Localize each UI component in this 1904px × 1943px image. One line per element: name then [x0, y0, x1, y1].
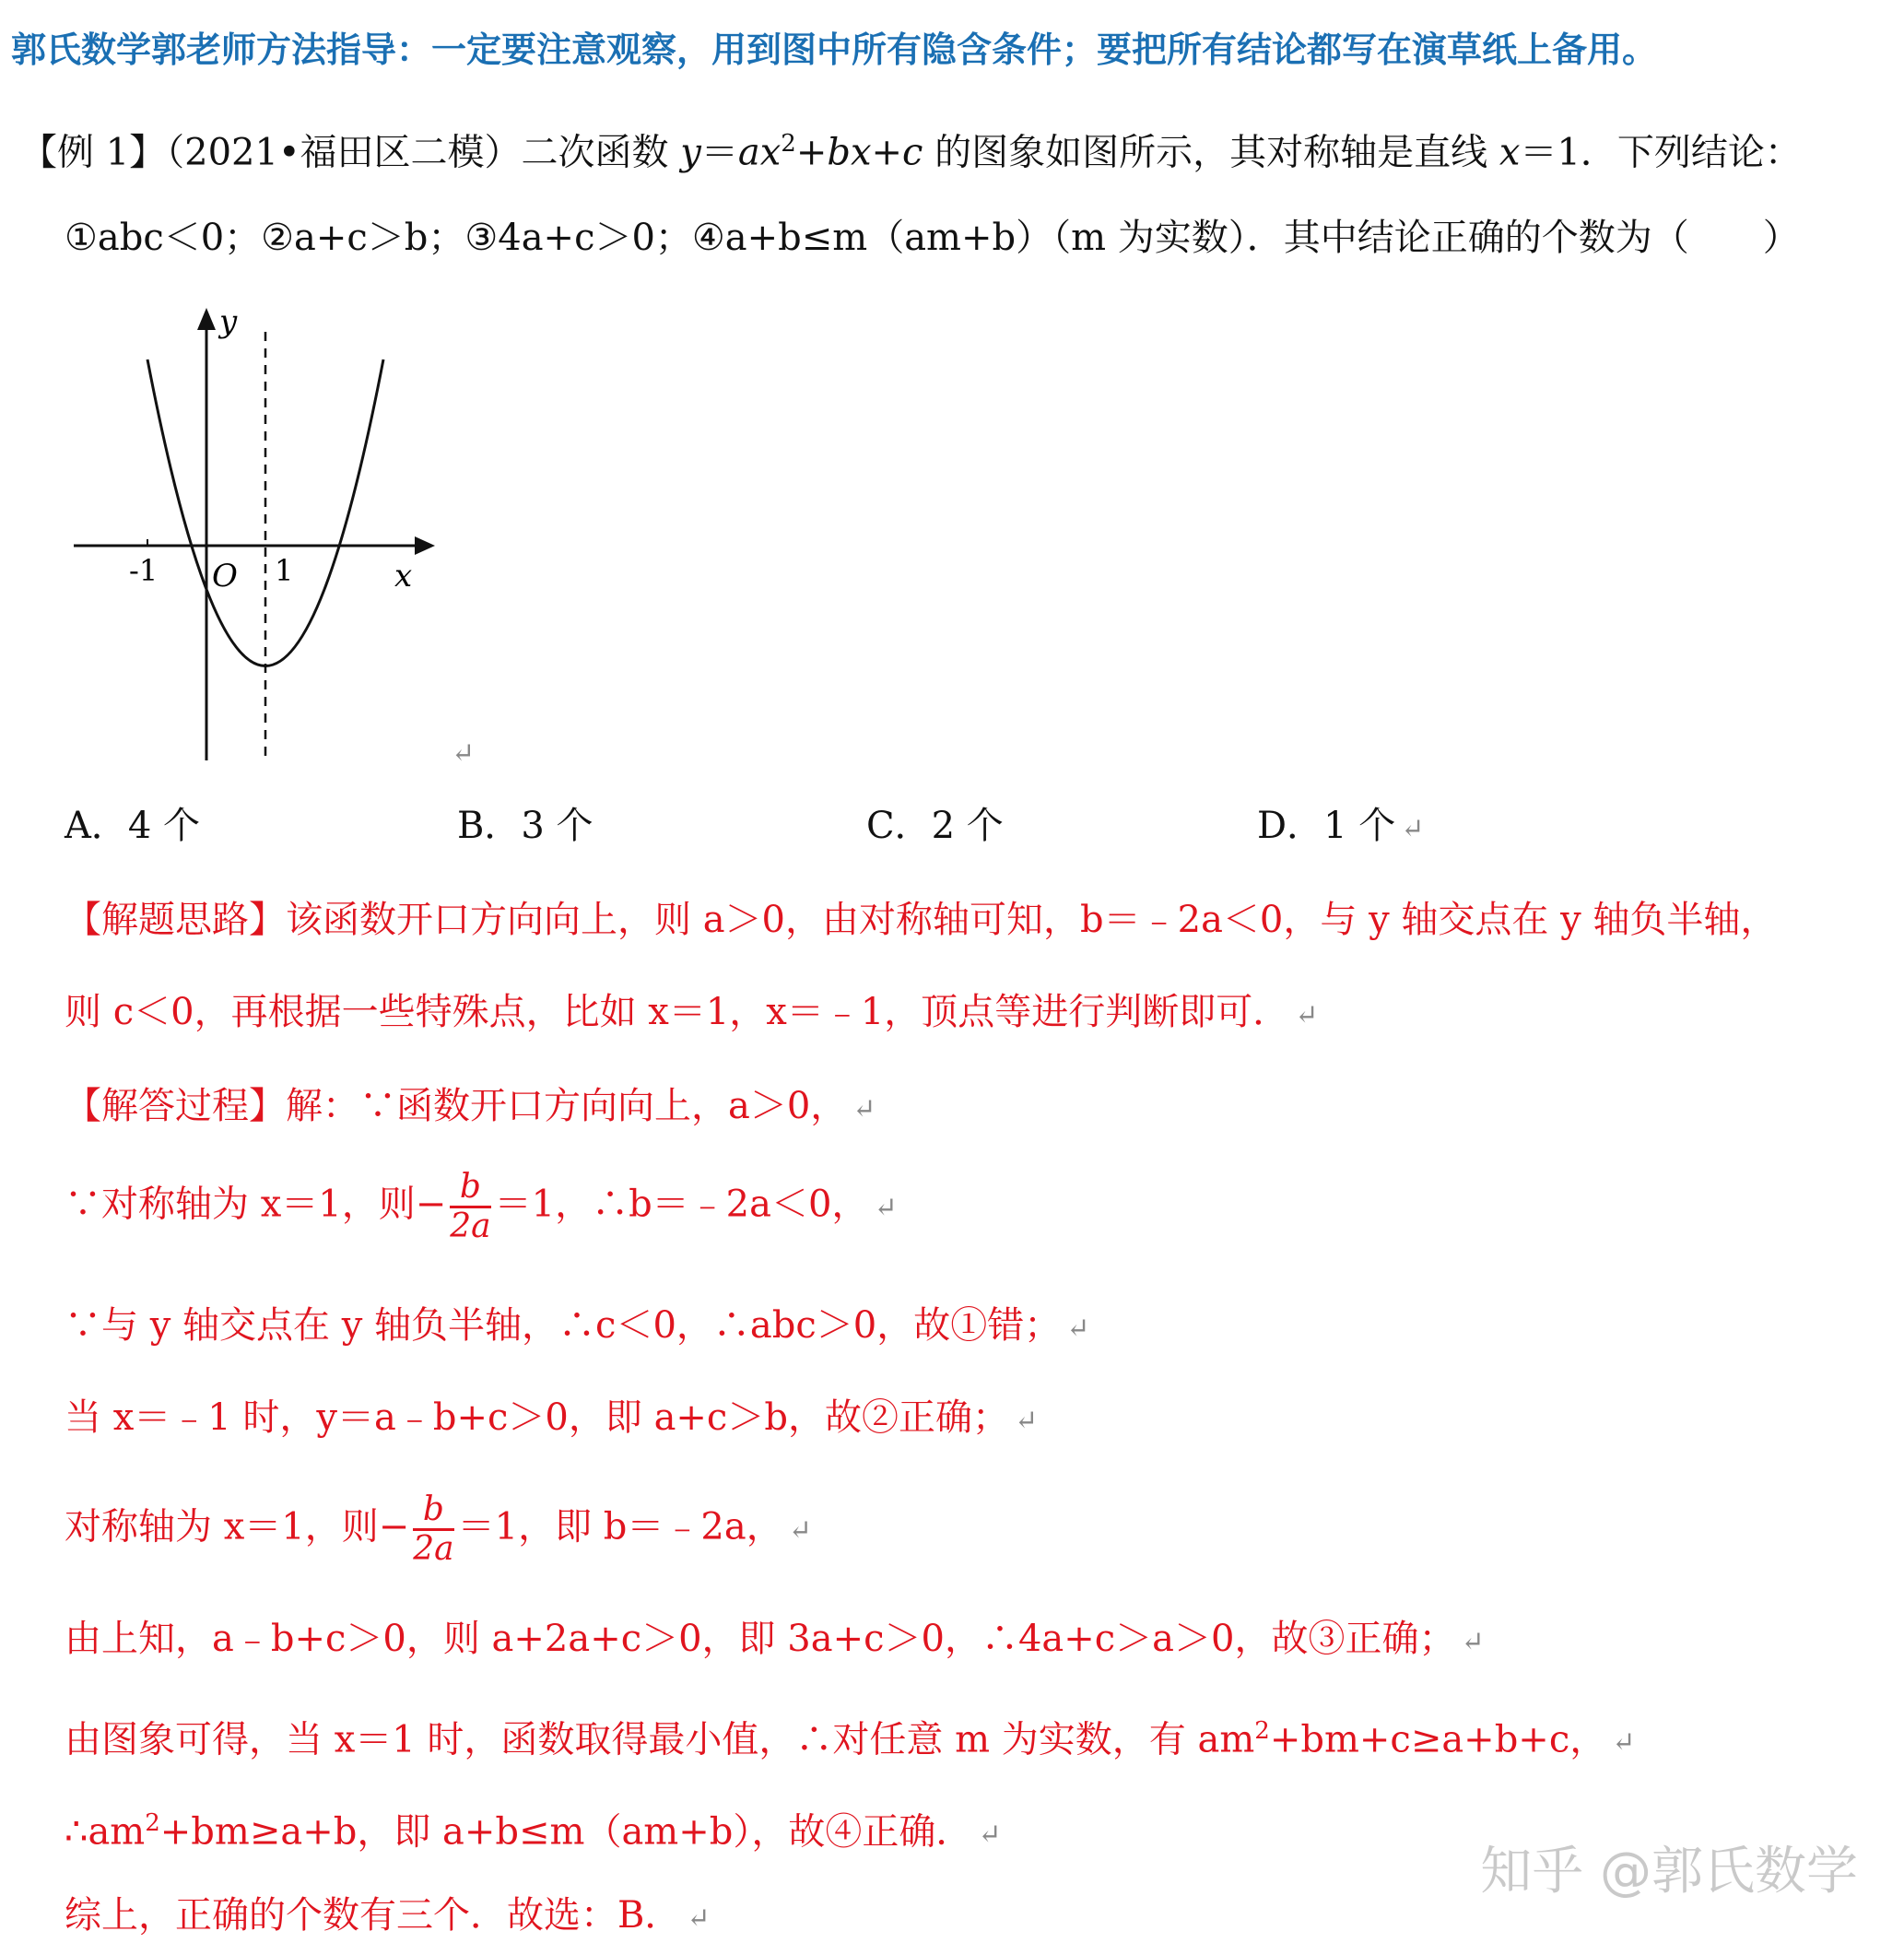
- example-statement: [20, 120, 1802, 176]
- return-mark-s5: ↵: [788, 1513, 812, 1547]
- solution-line-5: [65, 1491, 812, 1568]
- func-eq: ＝: [700, 131, 738, 174]
- solution-line-6: [65, 1615, 1485, 1666]
- solution-line-1-text: 【解答过程】解：∵函数开口方向向上，a＞0，: [65, 1085, 848, 1127]
- return-mark-s1: ↵: [852, 1093, 876, 1125]
- solution-line-6-text: 由上知，a﹣b+c＞0，则 a+2a+c＞0，即 3a+c＞0，∴4a+c＞a＞0，故③正确；: [65, 1618, 1456, 1660]
- fraction-denominator: 2a: [450, 1207, 491, 1245]
- header-tip: 郭氏数学郭老师方法指导：一定要注意观察，用到图中所有隐含条件；要把所有结论都写在演草纸上备用。: [11, 29, 1658, 70]
- fraction-numerator-second: b: [413, 1491, 453, 1531]
- func-ax: ax: [737, 131, 782, 174]
- solution-line-5-post: ＝1，即 b＝﹣2a，: [457, 1505, 783, 1549]
- parabola-graph: [55, 295, 461, 774]
- solution-line-8-post: +bm≥a+b，即 a+b≤m（am+b），故④正确．: [159, 1810, 973, 1854]
- solution-line-8: [65, 1799, 1001, 1859]
- option-c: C．2 个: [866, 805, 1004, 847]
- analysis-line-2: [65, 988, 1318, 1040]
- example-suffix: 的图象如图所示，其对称轴是直线: [923, 131, 1499, 174]
- solution-line-9: [65, 1891, 711, 1943]
- solution-line-5-pre: 对称轴为 x＝1，则−: [65, 1505, 410, 1549]
- solution-line-9-text: 综上，正确的个数有三个．故选：B．: [65, 1894, 682, 1937]
- fraction-numerator: b: [450, 1169, 490, 1208]
- x-axis-label: x: [394, 558, 413, 595]
- return-mark-options: ↵: [1401, 813, 1425, 845]
- solution-line-7-sup: 2: [1254, 1717, 1270, 1745]
- option-a: A．4 个: [65, 805, 201, 847]
- option-b: B．3 个: [457, 805, 594, 847]
- origin-label: O: [212, 558, 238, 595]
- return-mark-s3: ↵: [1066, 1313, 1090, 1345]
- return-mark-s2: ↵: [874, 1191, 898, 1224]
- x-axis-arrow: [415, 536, 435, 555]
- solution-line-2: [65, 1169, 898, 1245]
- option-d-label: D．1 个: [1257, 805, 1396, 847]
- fraction-b-over-2a-second: [413, 1491, 453, 1568]
- solution-line-3-text: ∵与 y 轴交点在 y 轴负半轴，∴c＜0，∴abc＞0，故①错；: [65, 1304, 1062, 1347]
- example-prefix: 【例 1】（2021•福田区二模）二次函数: [20, 131, 669, 174]
- solution-line-7: [65, 1707, 1635, 1767]
- solution-line-8-pre: ∴am: [65, 1810, 146, 1854]
- solution-line-7-post: +bm+c≥a+b+c，: [1269, 1718, 1607, 1761]
- solution-line-4: [65, 1394, 1038, 1445]
- return-mark-s8: ↵: [978, 1819, 1002, 1852]
- y-axis-label: y: [219, 303, 238, 340]
- zhihu-watermark: 知乎 @郭氏数学: [1480, 1842, 1858, 1902]
- return-mark-s9: ↵: [687, 1902, 711, 1935]
- example-conclusions: ①abc＜0；②a+c＞b；③4a+c＞0；④a+b≤m（am+b）（m 为实数）．其中结论正确的个数为（ ）: [65, 217, 1800, 259]
- return-mark-s4: ↵: [1014, 1405, 1039, 1437]
- return-mark-s7: ↵: [1612, 1726, 1636, 1760]
- y-axis-arrow: [197, 308, 216, 330]
- return-mark-graph: ↵: [452, 737, 476, 770]
- solution-line-2-post: ＝1，∴b＝﹣2a＜0，: [494, 1183, 869, 1226]
- analysis-line-1: 【解题思路】该函数开口方向向上，则 a＞0，由对称轴可知，b＝﹣2a＜0，与 y 轴交点在 y 轴负半轴，: [65, 899, 1778, 941]
- func-rest: +bx+c: [795, 131, 923, 174]
- solution-line-1: [65, 1082, 876, 1134]
- axis-var: x: [1499, 131, 1521, 174]
- solution-line-4-text: 当 x＝﹣1 时，y＝a﹣b+c＞0，即 a+c＞b，故②正确；: [65, 1396, 1009, 1439]
- solution-line-8-sup: 2: [145, 1809, 160, 1837]
- option-d: [1257, 802, 1424, 854]
- solution-line-2-pre: ∵对称轴为 x＝1，则−: [65, 1183, 447, 1226]
- return-mark-analysis: ↵: [1295, 999, 1319, 1031]
- func-sup: 2: [781, 130, 796, 158]
- axis-val: ＝1．下列结论：: [1520, 131, 1802, 174]
- tick-label-1: 1: [275, 553, 294, 588]
- tick-label-neg1: -1: [129, 553, 159, 588]
- solution-line-3: [65, 1301, 1089, 1353]
- solution-line-7-pre: 由图象可得，当 x＝1 时，函数取得最小值，∴对任意 m 为实数，有 am: [65, 1718, 1255, 1761]
- return-mark-s6: ↵: [1461, 1626, 1485, 1658]
- fraction-denominator-second: 2a: [413, 1530, 454, 1568]
- func-y: y: [680, 131, 701, 174]
- fraction-b-over-2a: [450, 1169, 490, 1245]
- analysis-line-2-text: 则 c＜0，再根据一些特殊点，比如 x＝1，x＝﹣1，顶点等进行判断即可．: [65, 991, 1290, 1033]
